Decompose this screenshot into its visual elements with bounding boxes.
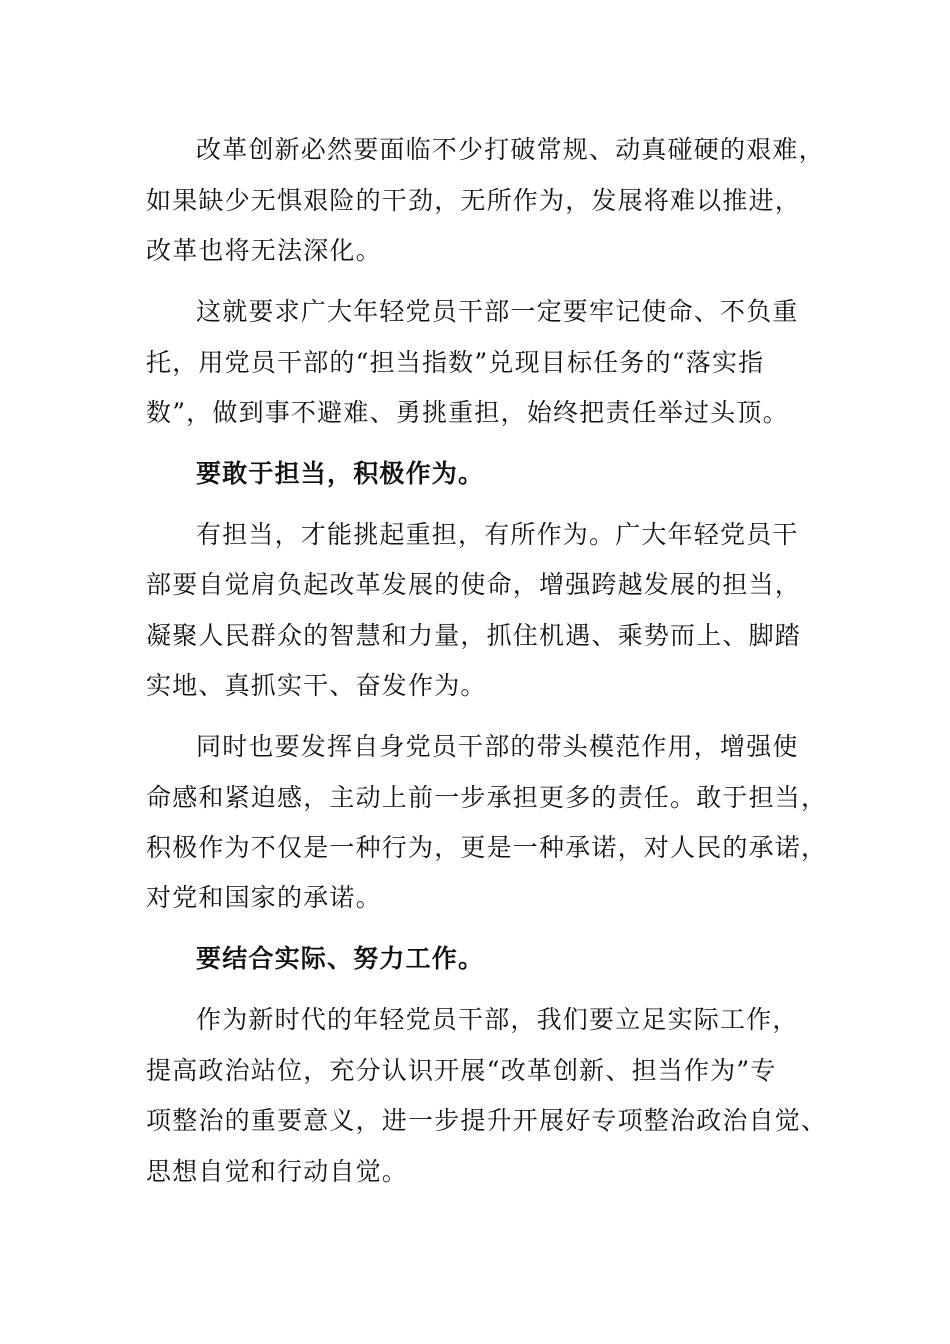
paragraph-2-line-3: 数”，做到事不避难、勇挑重担，始终把责任举过头顶。	[146, 398, 789, 427]
section-heading-1: 要敢于担当，积极作为。	[196, 459, 485, 488]
paragraph-4-line-2: 命感和紧迫感，主动上前一步承担更多的责任。敢于担当，	[146, 783, 828, 812]
paragraph-1-line-2: 如果缺少无惧艰险的干劲，无所作为，发展将难以推进，	[146, 186, 802, 215]
paragraph-4-line-1: 同时也要发挥自身党员干部的带头模范作用，增强使	[196, 732, 799, 761]
paragraph-3-line-1: 有担当，才能挑起重担，有所作为。广大年轻党员干	[196, 520, 799, 549]
paragraph-5-line-3: 项整治的重要意义，进一步提升开展好专项整治政治自觉、	[146, 1106, 828, 1135]
paragraph-3-line-2: 部要自觉肩负起改革发展的使命，增强跨越发展的担当，	[146, 570, 802, 599]
paragraph-1-line-1: 改革创新必然要面临不少打破常规、动真碰硬的艰难，	[196, 135, 825, 164]
paragraph-3-line-4: 实地、真抓实干、奋发作为。	[146, 671, 487, 700]
paragraph-5-line-2: 提高政治站位，充分认识开展“改革创新、担当作为”专	[146, 1056, 777, 1085]
paragraph-2-line-2: 托，用党员干部的“担当指数”兑现目标任务的“落实指	[146, 348, 765, 377]
section-heading-2: 要结合实际、努力工作。	[196, 944, 485, 973]
paragraph-4-line-4: 对党和国家的承诺。	[146, 883, 382, 912]
paragraph-2-line-1: 这就要求广大年轻党员干部一定要牢记使命、不负重	[196, 297, 799, 326]
paragraph-3-line-3: 凝聚人民群众的智慧和力量，抓住机遇、乘势而上、脚踏	[146, 621, 802, 650]
paragraph-1-line-3: 改革也将无法深化。	[146, 236, 382, 265]
paragraph-4-line-3: 积极作为不仅是一种行为，更是一种承诺，对人民的承诺，	[146, 833, 828, 862]
paragraph-5-line-1: 作为新时代的年轻党员干部，我们要立足实际工作，	[196, 1005, 799, 1034]
paragraph-5-line-4: 思想自觉和行动自觉。	[146, 1157, 409, 1186]
